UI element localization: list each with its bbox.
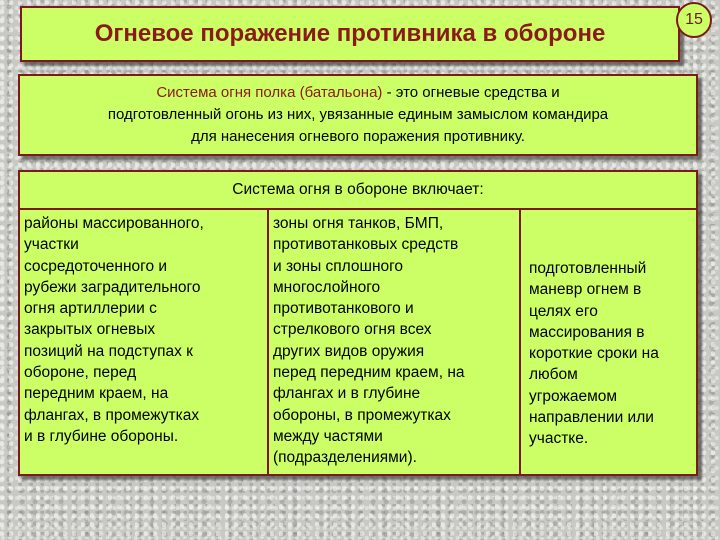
column-line: закрытых огневых (24, 321, 156, 339)
column-line: участке. (529, 430, 589, 448)
column-line: огня артиллерии с (24, 300, 157, 318)
column-line: позиций на подступах к (24, 342, 193, 360)
definition-box (18, 74, 698, 156)
column-line: угрожаемом (529, 387, 618, 405)
column-artillery (20, 210, 265, 474)
column-line: направлении или (529, 409, 654, 427)
column-line: стрелкового огня всех (273, 321, 432, 339)
column-line: обороне, перед (24, 364, 137, 382)
column-line: противотанкового и (273, 300, 414, 318)
column-line: между частями (273, 427, 383, 445)
column-line: зоны огня танков, БМП, (273, 215, 444, 232)
column-line: рубежи заградительного (24, 278, 201, 296)
page-number-badge: 15 (676, 2, 712, 38)
definition-text (26, 82, 690, 148)
column-line: сосредоточенного и (24, 257, 168, 275)
definition-line: для нанесения огневого поражения противнику. (191, 128, 525, 145)
title-box (20, 6, 680, 62)
columns-table (18, 208, 698, 476)
subheader-box (18, 170, 698, 210)
subheader-text: Система огня в обороне включает: (232, 181, 484, 198)
column-fire-maneuver (519, 210, 696, 474)
slide-title: Огневое поражение противника в обороне (94, 20, 606, 47)
column-line: подготовленный (529, 260, 647, 277)
column-line: других видов оружия (273, 342, 425, 360)
definition-line: подготовленный огонь из них, увязанные единым замыслом командира (107, 106, 609, 123)
column-line: флангах, в промежутках (24, 406, 200, 424)
column-line: перед передним краем, на (273, 364, 465, 382)
column-line: маневр огнем в (529, 281, 642, 299)
column-line: участки (24, 236, 79, 254)
column-line: и в глубине обороны. (24, 427, 179, 445)
column-line: массирования в (529, 323, 645, 341)
column-line: флангах и в глубине (273, 385, 421, 403)
column-line: (подразделениями). (273, 449, 417, 467)
column-line: противотанковых средств (273, 236, 459, 254)
column-line: целях его (529, 302, 598, 320)
definition-term: Система огня полка (батальона) (156, 84, 383, 101)
column-line: районы массированного, (24, 215, 204, 232)
column-line: многослойного (273, 278, 381, 296)
column-line: и зоны сплошного (273, 257, 404, 275)
column-line: короткие сроки на (529, 345, 659, 363)
column-line: любом (529, 366, 578, 384)
column-line: обороны, в промежутках (273, 406, 451, 424)
definition-line: - это огневые средства и (382, 84, 560, 101)
column-tank-fire-zones (267, 210, 519, 474)
column-line: передним краем, на (24, 385, 169, 403)
